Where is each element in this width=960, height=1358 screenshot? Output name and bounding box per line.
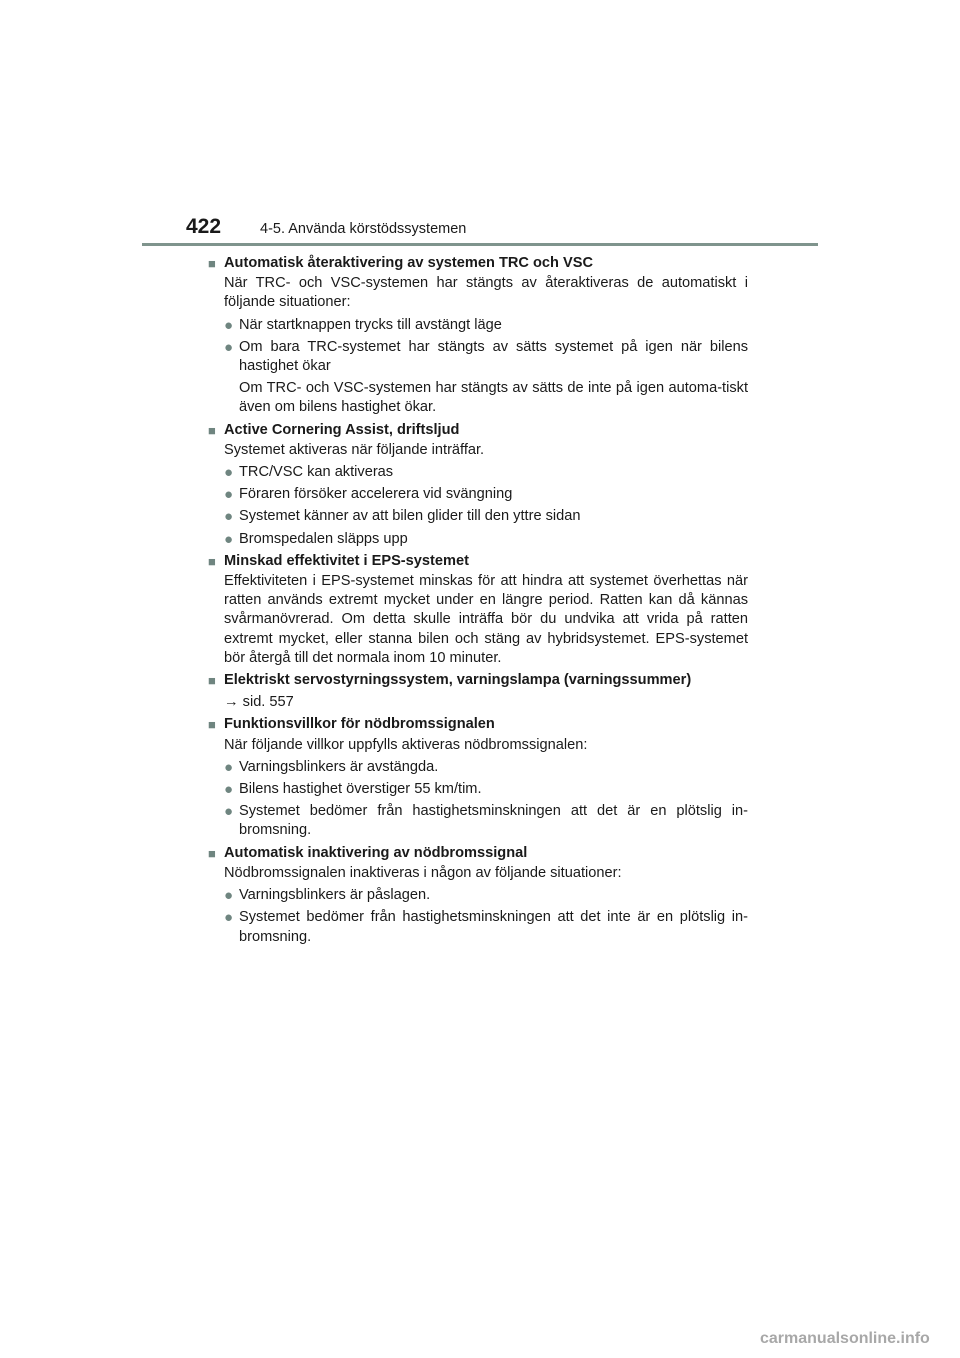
section-eps-warning-lamp <box>208 671 748 712</box>
bullet-dot-icon: ● <box>224 803 234 821</box>
list-item <box>224 463 748 482</box>
section-active-cornering-assist <box>208 421 748 549</box>
section-intro: Nödbromssignalen inaktiveras i någon av följande situationer: <box>224 864 622 881</box>
section-square-icon: ■ <box>208 717 216 733</box>
page-reference-text: sid. 557 <box>242 694 294 711</box>
section-square-icon: ■ <box>208 553 216 569</box>
bullet-dot-icon: ● <box>224 909 234 927</box>
section-emergency-brake-signal-conditions <box>208 715 748 840</box>
bullet-dot-icon: ● <box>224 508 234 526</box>
bullet-dot-icon: ● <box>224 781 234 799</box>
section-trc-vsc-reactivation <box>208 254 748 418</box>
section-heading <box>208 421 748 440</box>
list-item-text: Bromspedalen släpps upp <box>239 530 408 547</box>
list-item <box>224 908 748 946</box>
list-item <box>224 758 748 777</box>
section-heading <box>208 715 748 734</box>
list-item-text: TRC/VSC kan aktiveras <box>239 464 394 481</box>
list-item-text: Bilens hastighet överstiger 55 km/tim. <box>239 781 482 798</box>
section-intro: Systemet aktiveras när följande inträffar. <box>224 441 485 458</box>
section-heading <box>208 254 748 273</box>
list-item <box>224 530 748 549</box>
bullet-dot-icon: ● <box>224 464 234 482</box>
section-title: Automatisk inaktivering av nödbromssignal <box>224 844 528 861</box>
section-title: Minskad effektivitet i EPS-systemet <box>224 552 469 569</box>
list-item-text: Systemet känner av att bilen glider till den yttre sidan <box>239 508 581 525</box>
bullet-dot-icon: ● <box>224 530 234 548</box>
list-item-text: När startknappen trycks till avstängt läge <box>239 316 502 333</box>
list-item-text: Systemet bedömer från hastighetsminskningen att det inte är en plötslig in-bromsning. <box>239 909 748 945</box>
bullet-dot-icon: ● <box>224 316 234 334</box>
list-item-text: Om bara TRC-systemet har stängts av sätts systemet på igen när bilens hastighet ökar <box>239 338 748 375</box>
section-intro: När TRC- och VSC-systemen har stängts av återaktiveras de automatiskt i följande situationer: <box>224 275 748 311</box>
list-item-text: Föraren försöker accelerera vid svängning <box>239 486 513 503</box>
chapter-title: 4-5. Använda körstödssystemen <box>260 221 467 237</box>
list-item <box>224 316 748 335</box>
section-square-icon: ■ <box>208 422 216 438</box>
section-title: Elektriskt servostyrningssystem, varningslampa (varningssummer) <box>224 672 692 689</box>
list-item-note: Om TRC- och VSC-systemen har stängts av sätts de inte på igen automa-tiskt även om bilens hastighet ökar. <box>239 380 748 416</box>
bullet-dot-icon: ● <box>224 338 234 356</box>
section-title: Automatisk återaktivering av systemen TRC och VSC <box>224 255 594 271</box>
section-square-icon: ■ <box>208 845 216 861</box>
list-item <box>224 802 748 840</box>
section-emergency-brake-signal-deactivation <box>208 844 748 947</box>
bullet-dot-icon: ● <box>224 758 234 776</box>
section-square-icon: ■ <box>208 256 216 271</box>
section-heading <box>208 552 748 571</box>
section-title: Active Cornering Assist, driftsljud <box>224 421 460 438</box>
page-reference[interactable] <box>224 693 748 712</box>
list-item <box>224 485 748 504</box>
bullet-dot-icon: ● <box>224 486 234 504</box>
section-square-icon: ■ <box>208 673 216 689</box>
page-number: 422 <box>186 215 222 238</box>
bullet-dot-icon: ● <box>224 887 234 905</box>
header-rule <box>142 243 818 246</box>
section-eps-efficiency <box>208 552 748 668</box>
list-item-text: Systemet bedömer från hastighetsminskningen att det är en plötslig in-bromsning. <box>239 803 748 839</box>
watermark: carmanualsonline.info <box>760 1330 930 1347</box>
arrow-right-icon: → <box>224 694 239 711</box>
section-heading <box>208 844 748 863</box>
list-item <box>224 507 748 526</box>
list-item <box>224 338 748 376</box>
list-item <box>224 780 748 799</box>
section-title: Funktionsvillkor för nödbromssignalen <box>224 716 495 733</box>
section-intro: Effektiviteten i EPS-systemet minskas för att hindra att systemet överhettas när ratten används extremt mycket under en längre period. Ratten kan då kännas svårmanövrerad. Om detta skulle inträffa bör du undvika att vrida på ratten extremt mycket, eller stanna bilen och stäng av hybridsystemet. EPS-systemet bör återgå till det normala inom 10 minuter. <box>224 573 748 666</box>
list-item-text: Varningsblinkers är avstängda. <box>239 758 439 775</box>
page-content <box>208 254 748 950</box>
list-item-text: Varningsblinkers är påslagen. <box>239 887 431 904</box>
section-intro: När följande villkor uppfylls aktiveras nödbromssignalen: <box>224 736 588 753</box>
list-item <box>224 886 748 905</box>
section-heading <box>208 671 748 690</box>
